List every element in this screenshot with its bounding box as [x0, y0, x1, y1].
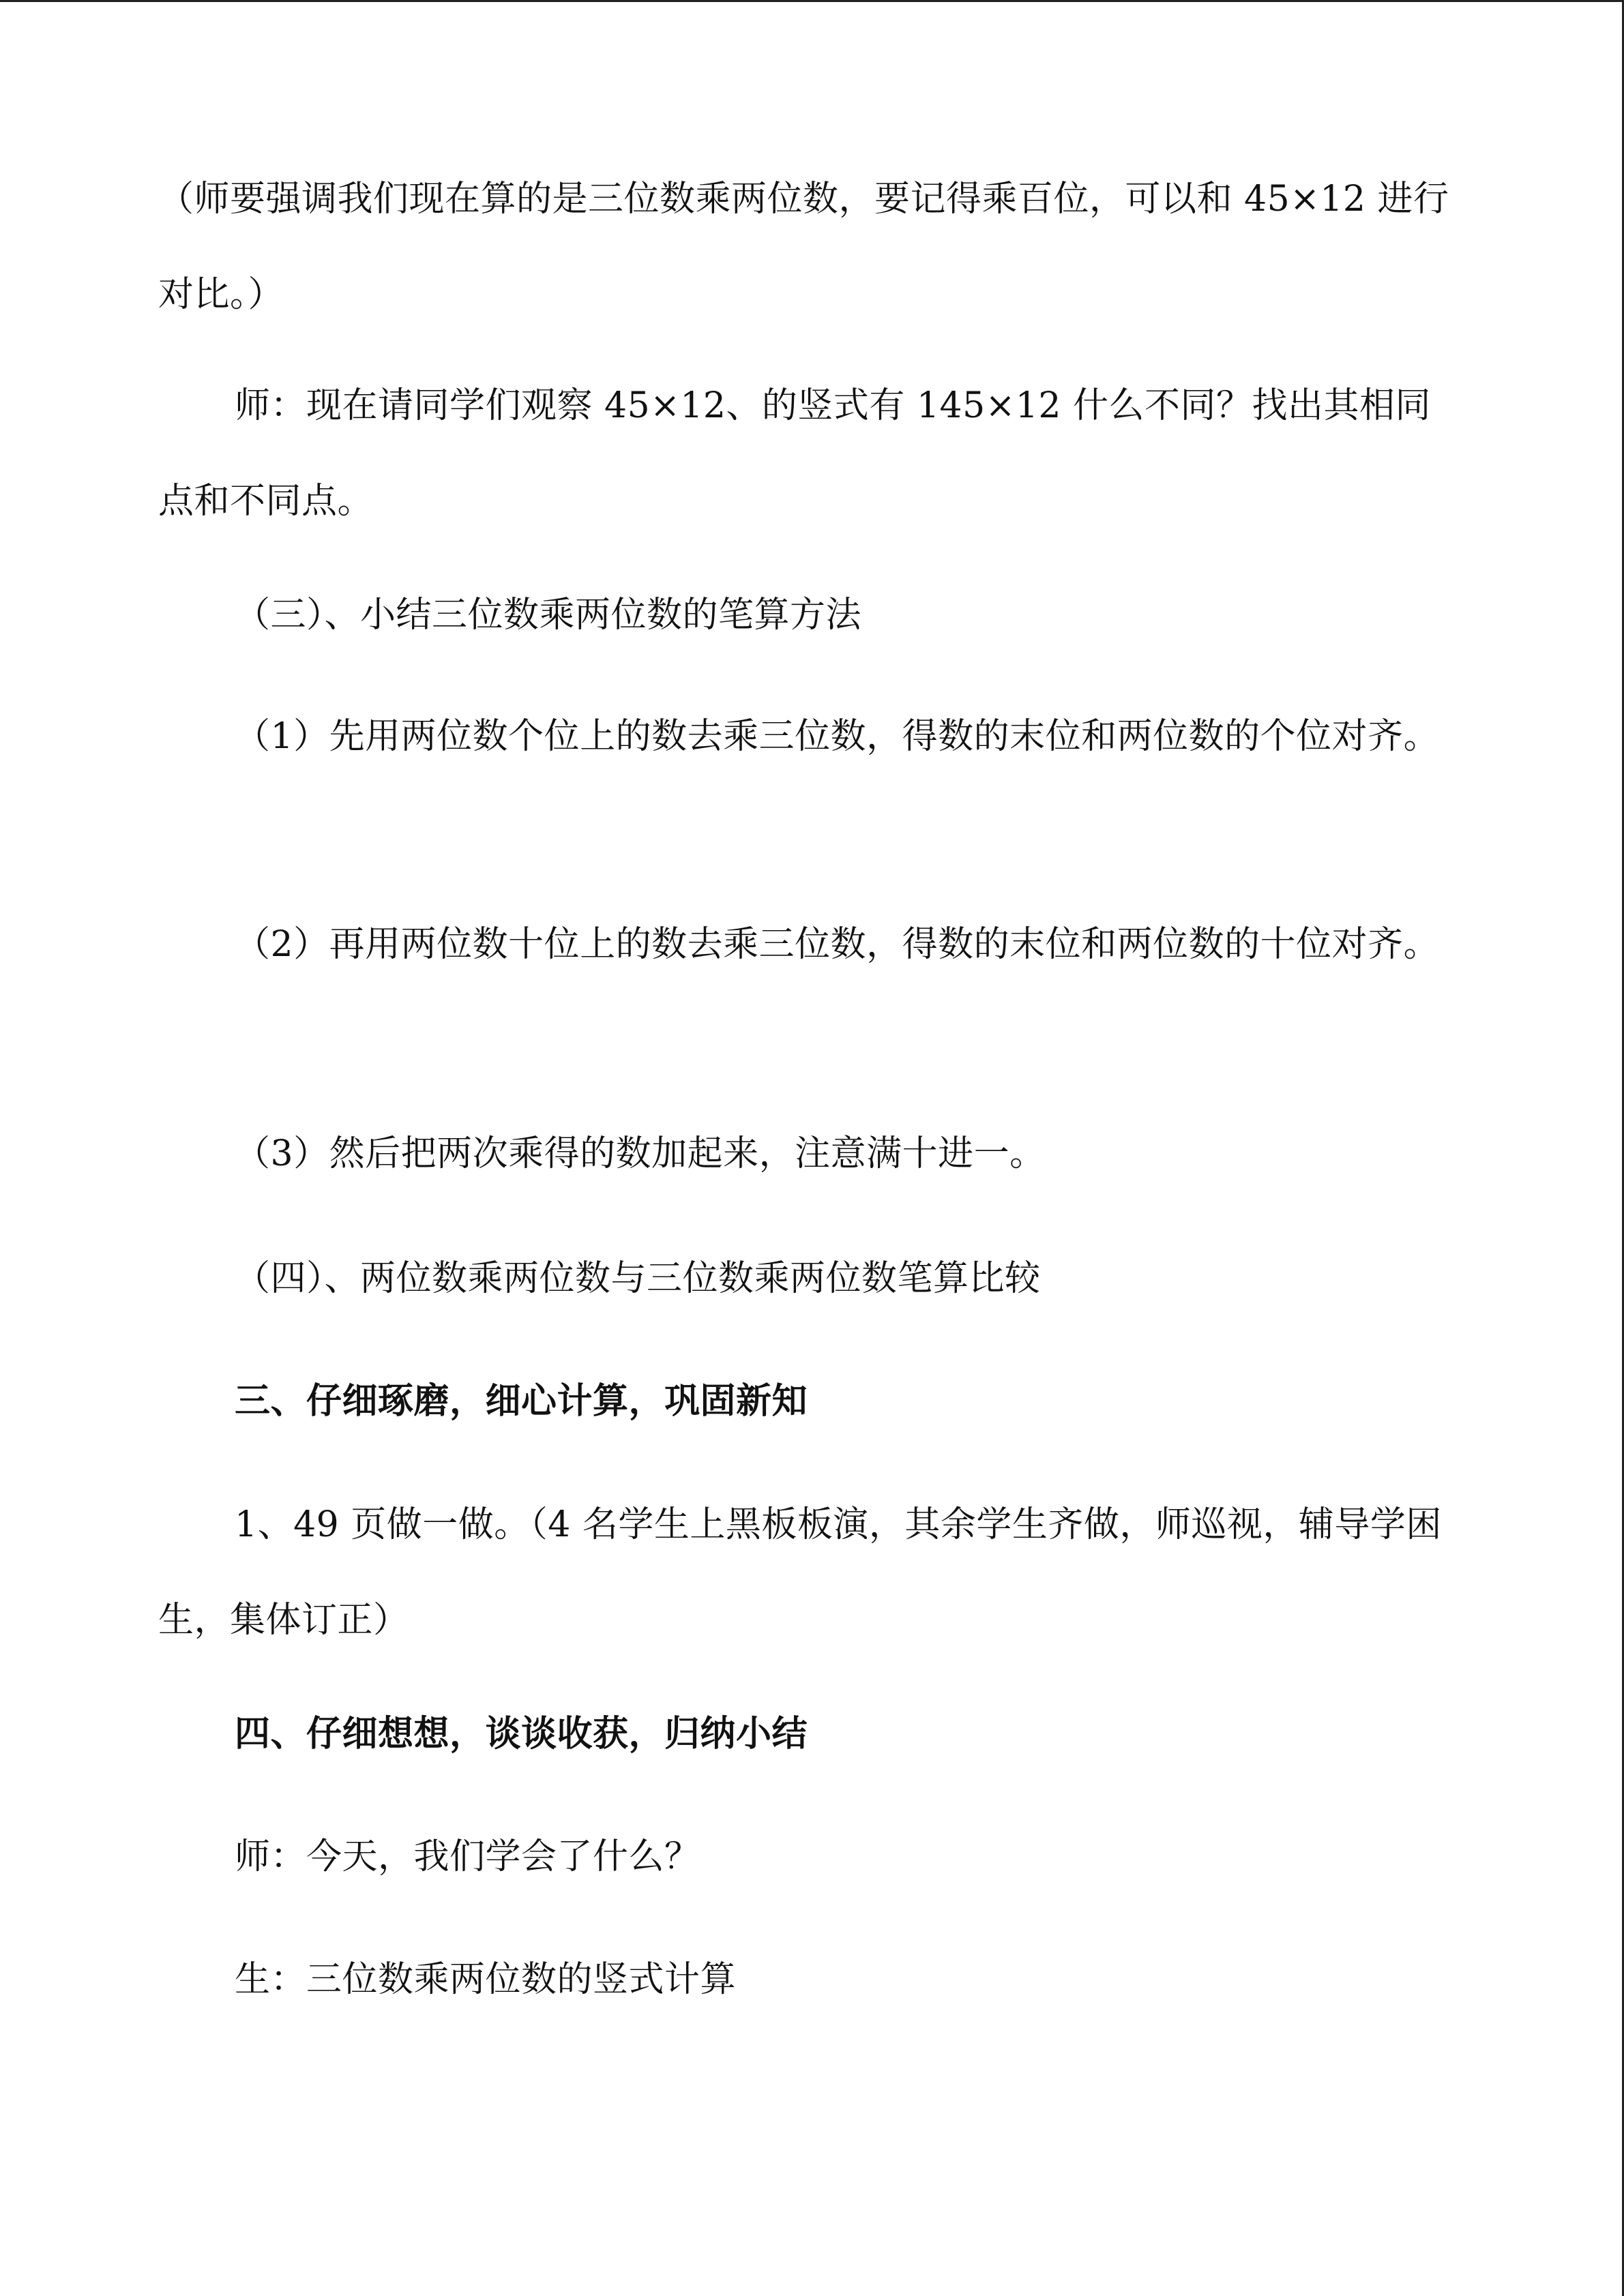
section-3-summary-title: （三）、小结三位数乘两位数的笔算方法	[235, 595, 862, 636]
heading-3: 三、仔细琢磨，细心计算，巩固新知	[235, 1381, 808, 1422]
paragraph-step-1: （1）先用两位数个位上的数去乘三位数，得数的末位和两位数的个位对齐。	[235, 716, 1440, 757]
paragraph-step-2: （2）再用两位数十位上的数去乘三位数，得数的末位和两位数的十位对齐。	[235, 924, 1440, 965]
paragraph-exercise-1: 1、49 页做一做。（4 名学生上黑板板演，其余学生齐做，师巡视，辅导学困生，集体订正）	[158, 1504, 1442, 1641]
paragraph-step-3: （3）然后把两次乘得的数加起来，注意满十进一。	[235, 1133, 1046, 1174]
paragraph-teacher-observe: 师：现在请同学们观察 45×12、的竖式有 145×12 什么不同？找出其相同点和不同点。	[158, 385, 1431, 522]
heading-4: 四、仔细想想，谈谈收获，归纳小结	[235, 1714, 808, 1755]
paragraph-teacher-question: 师：今天，我们学会了什么？	[235, 1836, 700, 1877]
paragraph-student-answer: 生：三位数乘两位数的竖式计算	[235, 1959, 737, 2000]
paragraph-note-emphasis: （师要强调我们现在算的是三位数乘两位数，要记得乘百位，可以和 45×12 进行对比。）	[158, 179, 1449, 315]
page-top-border	[0, 0, 1624, 2]
section-4-compare-title: （四）、两位数乘两位数与三位数乘两位数笔算比较	[235, 1258, 1041, 1299]
